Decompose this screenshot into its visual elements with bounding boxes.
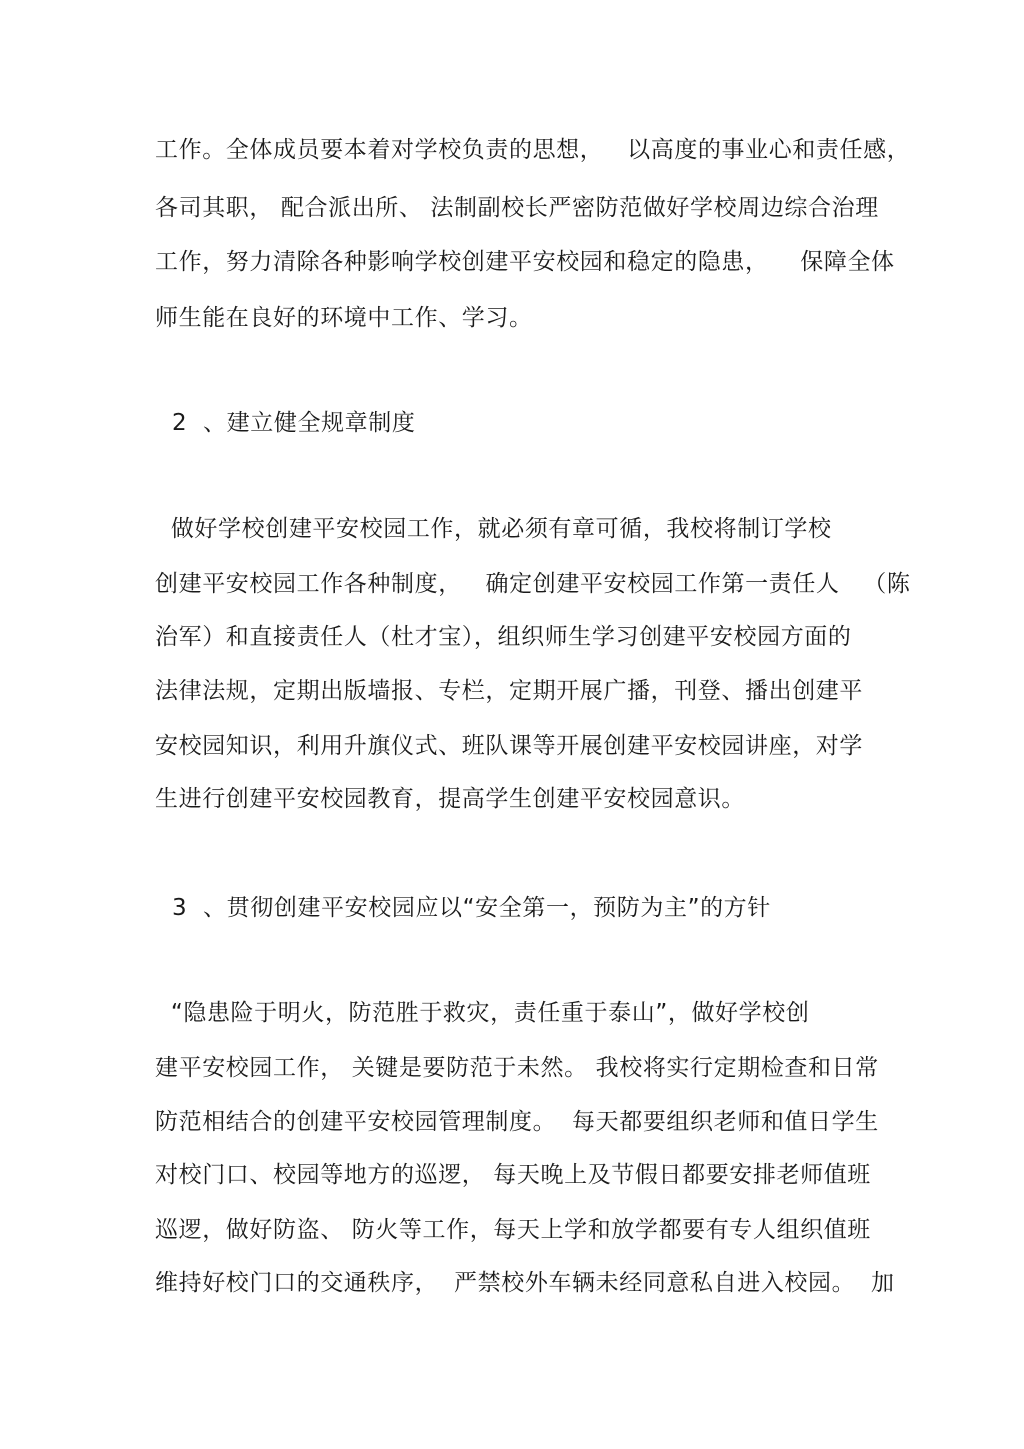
section-heading-3: 3 、贯彻创建平安校园应以“安全第一，预防为主”的方针: [172, 895, 771, 921]
paragraph-2-line-1: 做好学校创建平安校园工作，就必须有章可循，我校将制订学校: [155, 516, 832, 542]
paragraph-3-line-3: 防范相结合的创建平安校园管理制度。 每天都要组织老师和值日学生: [155, 1109, 879, 1135]
section-heading-2: 2 、建立健全规章制度: [172, 410, 416, 436]
paragraph-3-line-2: 建平安校园工作， 关键是要防范于未然。 我校将实行定期检查和日常: [155, 1055, 879, 1081]
paragraph-1-line-1: 工作。全体成员要本着对学校负责的思想， 以高度的事业心和责任感，: [155, 137, 911, 163]
paragraph-2-line-3: 治军）和直接责任人（杜才宝），组织师生学习创建平安校园方面的: [155, 624, 852, 650]
paragraph-1-line-2: 各司其职， 配合派出所、 法制副校长严密防范做好学校周边综合治理: [155, 195, 879, 221]
paragraph-2-line-5: 安校园知识，利用升旗仪式、班队课等开展创建平安校园讲座，对学: [155, 733, 863, 759]
paragraph-1-line-4: 师生能在良好的环境中工作、学习。: [155, 305, 533, 331]
paragraph-1-line-3: 工作，努力清除各种影响学校创建平安校园和稳定的隐患， 保障全体: [155, 249, 895, 275]
paragraph-2-line-6: 生进行创建平安校园教育，提高学生创建平安校园意识。: [155, 786, 745, 812]
paragraph-2-line-4: 法律法规，定期出版墙报、专栏，定期开展广播，刊登、播出创建平: [155, 678, 863, 704]
paragraph-2-line-2: 创建平安校园工作各种制度， 确定创建平安校园工作第一责任人 （陈: [155, 571, 911, 597]
paragraph-3-line-1: “隐患险于明火，防范胜于救灾，责任重于泰山”，做好学校创: [155, 1000, 810, 1026]
paragraph-3-line-6: 维持好校门口的交通秩序， 严禁校外车辆未经同意私自进入校园。 加: [155, 1270, 895, 1296]
paragraph-3-line-5: 巡逻，做好防盗、 防火等工作，每天上学和放学都要有专人组织值班: [155, 1217, 871, 1243]
paragraph-3-line-4: 对校门口、校园等地方的巡逻， 每天晚上及节假日都要安排老师值班: [155, 1162, 871, 1188]
